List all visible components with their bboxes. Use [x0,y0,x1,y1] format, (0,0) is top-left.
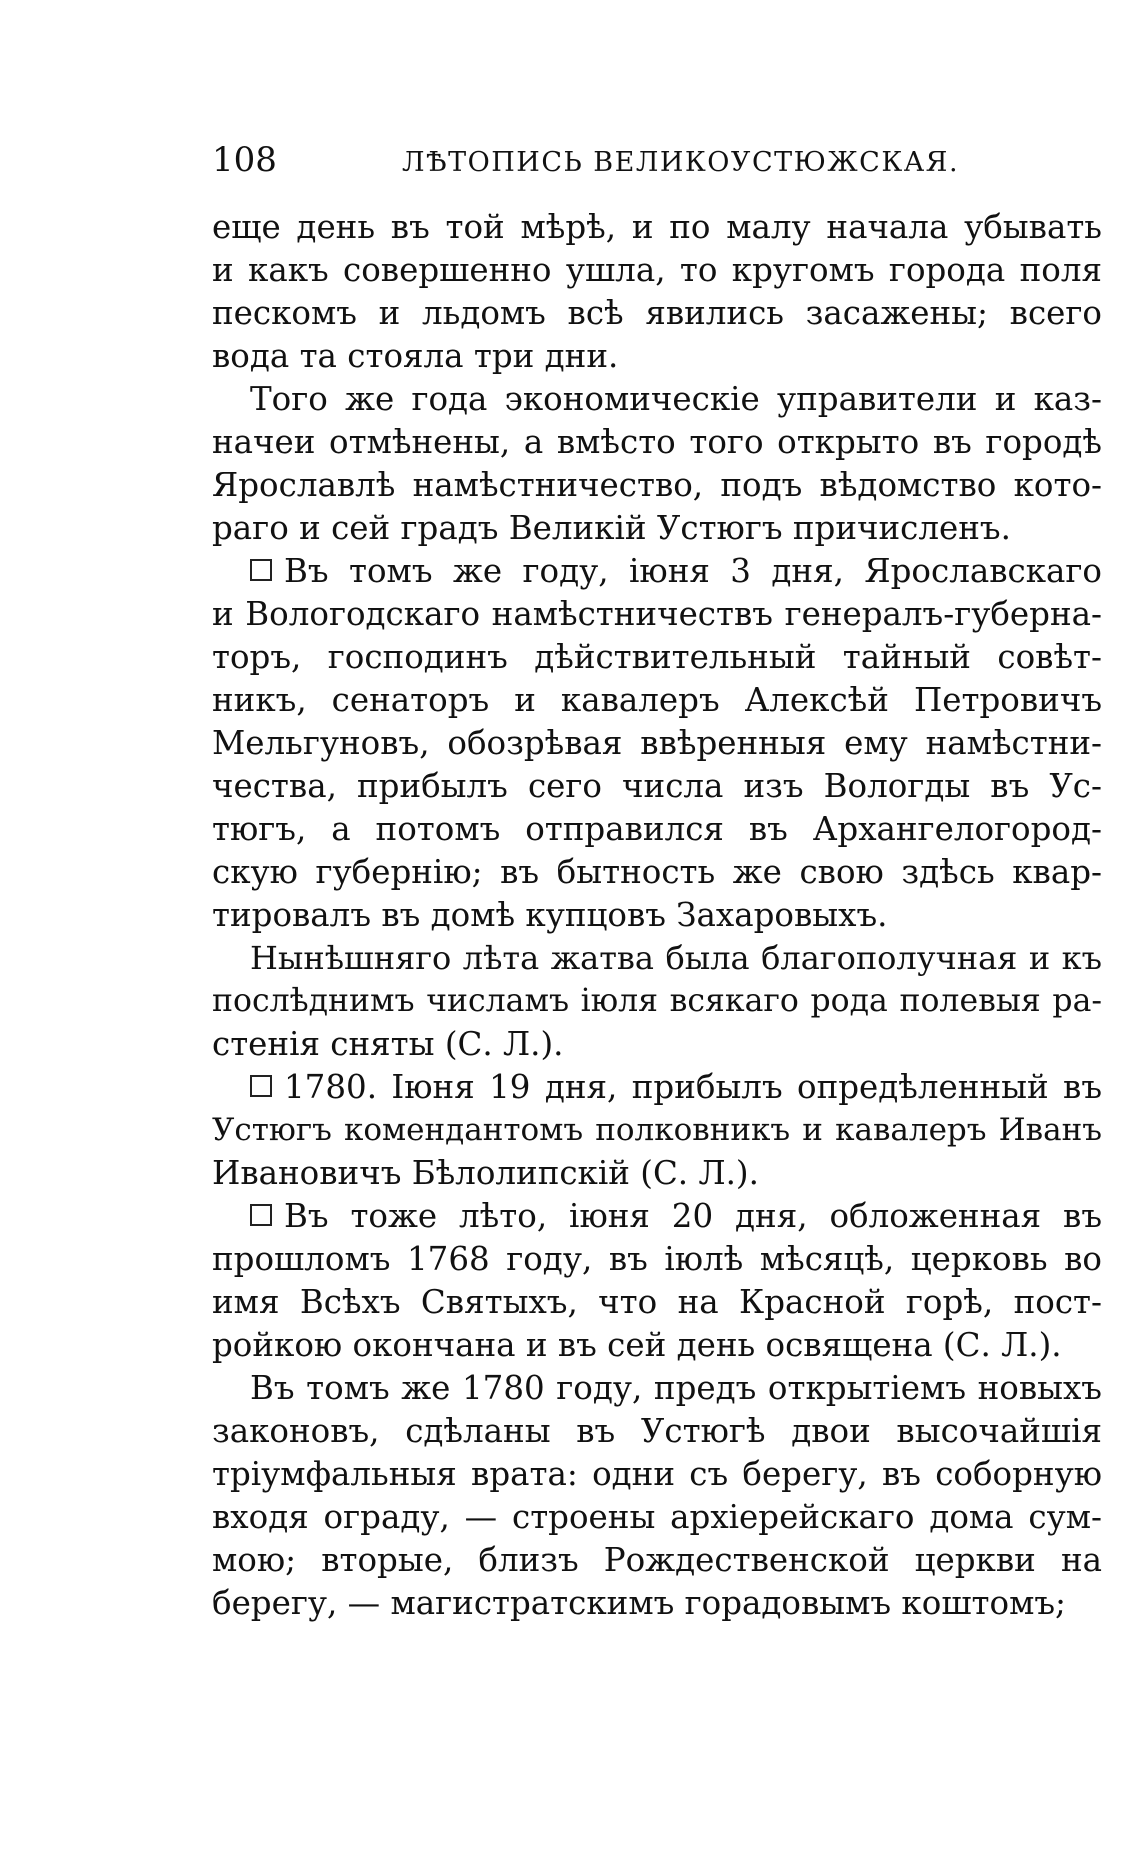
line-text: пескомъ и льдомъ всѣ явились засажены; всего [212,294,1102,332]
text-line [212,206,1102,249]
line-text: и Вологодскаго намѣстничествъ генералъ-губерна- [212,595,1102,633]
line-text: входя ограду, — строены архіерейскаго дома сум- [212,1498,1102,1536]
paragraph [212,1367,1102,1625]
body-text [212,206,1102,1625]
line-text: Устюгъ комендантомъ полковникъ и кавалеръ Иванъ [212,1112,1102,1148]
running-title: ЛѢТОПИСЬ ВЕЛИКОУСТЮЖСКАЯ. [402,147,960,178]
line-text: тріумфальныя врата: одни съ берегу, въ соборную [212,1455,1102,1493]
paragraph [212,550,1102,937]
text-line [212,464,1102,507]
text-line [212,722,1102,765]
line-text: торъ, господинъ дѣйствительный тайный совѣт- [212,638,1102,676]
line-text: мою; вторые, близъ Рождественской церкви на [212,1541,1102,1579]
line-text: Въ тоже лѣто, іюня 20 дня, обложенная въ [284,1197,1102,1235]
text-line [212,1066,1102,1109]
line-text: 1780. Іюня 19 дня, прибылъ опредѣленный въ [284,1068,1102,1106]
line-text: Того же года экономическіе управители и каз- [250,380,1102,418]
margin-square-marker [250,559,272,581]
text-line [212,1238,1102,1281]
line-text: берегу, — магистратскимъ горадовымъ коштомъ; [212,1584,1066,1622]
line-text: вода та стояла три дни. [212,337,619,375]
line-text: Въ томъ же году, іюня 3 дня, Ярославскаго [284,552,1102,590]
text-line [212,593,1102,636]
text-line [212,851,1102,894]
text-line [212,292,1102,335]
line-text: стенія сняты (С. Л.). [212,1025,564,1063]
text-line [212,636,1102,679]
paragraph [212,206,1102,378]
text-line [212,1281,1102,1324]
text-line [212,1023,1102,1066]
margin-square-marker [250,1075,272,1097]
line-text: никъ, сенаторъ и кавалеръ Алексѣй Петровичъ [212,681,1102,719]
text-line [212,679,1102,722]
text-line [212,378,1102,421]
paragraph [212,1066,1102,1195]
line-text: раго и сей градъ Великій Устюгъ причисленъ. [212,509,1011,547]
text-line [212,335,1102,378]
line-text: чества, прибылъ сего числа изъ Вологды въ Ус- [212,767,1102,805]
line-text: Въ томъ же 1780 году, предъ открытіемъ новыхъ [250,1369,1102,1407]
text-line [212,421,1102,464]
line-text: и какъ совершенно ушла, то кругомъ города поля [212,251,1102,289]
margin-square-marker [250,1204,272,1226]
line-text: Ивановичъ Бѣлолипскій (С. Л.). [212,1154,759,1192]
text-line [212,937,1102,980]
text-line [212,1453,1102,1496]
line-text: прошломъ 1768 году, въ іюлѣ мѣсяцѣ, церковь во [212,1240,1102,1278]
line-text: скую губернію; въ бытность же свою здѣсь квар- [212,853,1102,891]
line-text: законовъ, сдѣланы въ Устюгѣ двои высочайшія [212,1412,1102,1450]
line-text: тюгъ, а потомъ отправился въ Архангелогород- [212,810,1102,848]
text-line [212,1410,1102,1453]
line-text: тировалъ въ домѣ купцовъ Захаровыхъ. [212,896,888,934]
text-line [212,1195,1102,1238]
paragraph [212,1195,1102,1367]
line-text: Нынѣшняго лѣта жатва была благополучная и къ [250,939,1102,977]
line-text: Ярославлѣ намѣстничество, подъ вѣдомство кото- [212,466,1102,504]
line-text: ройкою окончана и въ сей день освящена (С. Л.). [212,1326,1062,1364]
line-text: еще день въ той мѣрѣ, и по малу начала убывать [212,208,1102,246]
page-header [212,140,1102,188]
text-line [212,1496,1102,1539]
line-text: Мельгуновъ, обозрѣвая ввѣренныя ему намѣстни- [212,724,1102,762]
text-line [212,249,1102,292]
text-line [212,980,1102,1023]
text-line [212,1582,1102,1625]
text-line [212,1539,1102,1582]
text-line [212,1324,1102,1367]
text-line [212,765,1102,808]
text-line [212,1367,1102,1410]
line-text: имя Всѣхъ Святыхъ, что на Красной горѣ, пост- [212,1283,1102,1321]
text-line [212,507,1102,550]
text-line [212,550,1102,593]
text-line [212,1152,1102,1195]
paragraph [212,378,1102,550]
line-text: послѣднимъ числамъ іюля всякаго рода полевыя ра- [212,983,1102,1019]
text-line [212,808,1102,851]
text-line [212,1109,1102,1152]
paragraph [212,937,1102,1066]
book-page [212,140,1102,1625]
line-text: начеи отмѣнены, а вмѣсто того открыто въ городѣ [212,423,1102,461]
page-number: 108 [212,140,277,180]
text-line [212,894,1102,937]
